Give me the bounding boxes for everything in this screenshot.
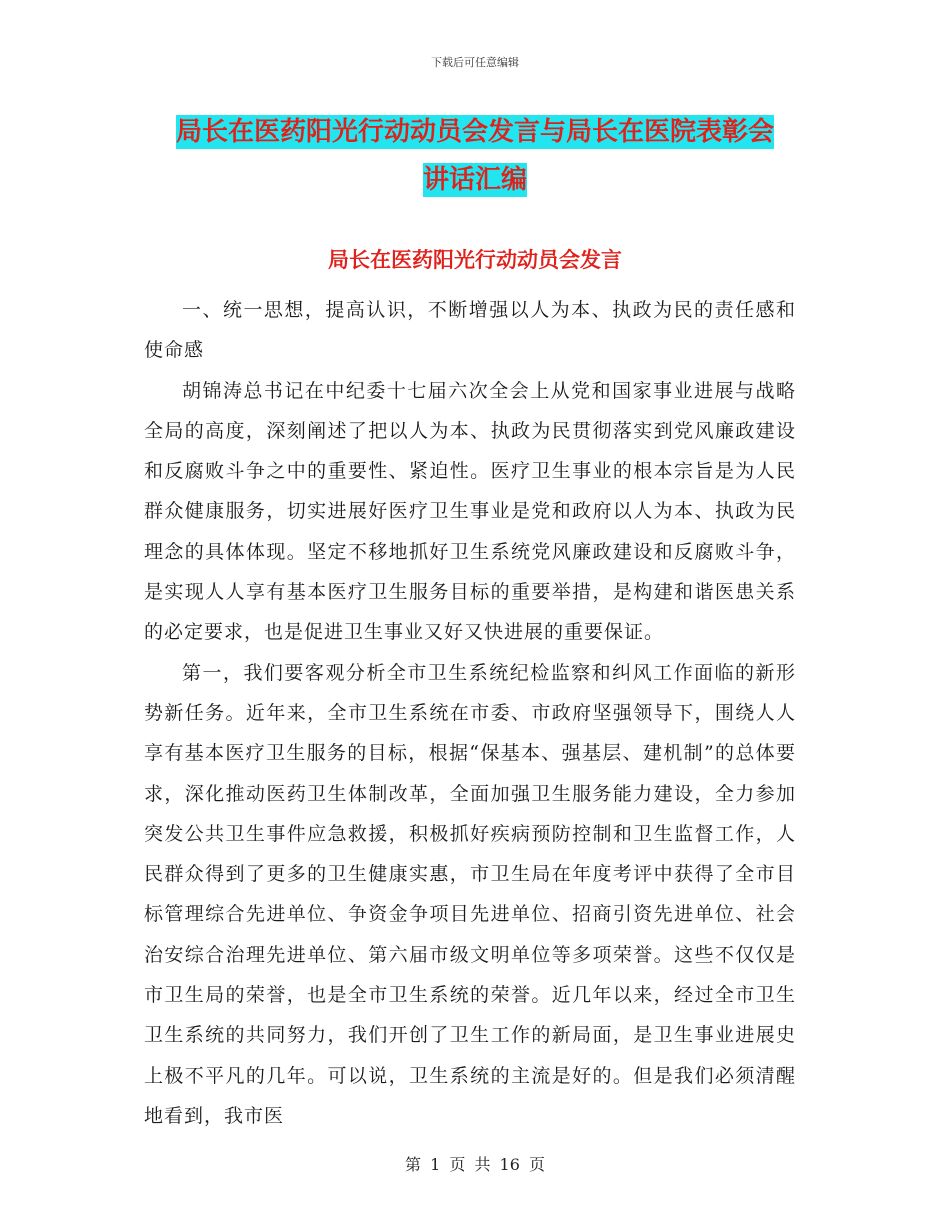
document-title xyxy=(145,108,805,204)
section-title: 局长在医药阳光行动动员会发言 xyxy=(328,247,622,272)
paragraph: 第一，我们要客观分析全市卫生系统纪检监察和纠风工作面临的新形势新任务。近年来，全市卫生系统在市委、市政府坚强领导下，围绕人人享有基本医疗卫生服务的目标，根据“保基本、强基层、建机制”的总体要求，深化推动医药卫生体制改革，全面加强卫生服务能力建设，全力参加突发公共卫生事件应急救援，积极抓好疾病预防控制和卫生监督工作，人民群众得到了更多的卫生健康实惠，市卫生局在年度考评中获得了全市目标管理综合先进单位、争资金争项目先进单位、招商引资先进单位、社会治安综合治理先进单位、第六届市级文明单位等多项荣誉。这些不仅仅是市卫生局的荣誉，也是全市卫生系统的荣誉。近几年以来，经过全市卫生卫生系统的共同努力，我们开创了卫生工作的新局面，是卫生事业进展史上极不平凡的几年。可以说，卫生系统的主流是好的。但是我们必须清醒地看到，我市医 xyxy=(144,661,796,1127)
paragraph: 胡锦涛总书记在中纪委十七届六次全会上从党和国家事业进展与战略全局的高度，深刻阐述了把以人为本、执政为民贯彻落实到党风廉政建设和反腐败斗争之中的重要性、紧迫性。医疗卫生事业的根本宗旨是为人民群众健康服务，切实进展好医疗卫生事业是党和政府以人为本、执政为民理念的具体体现。坚定不移地抓好卫生系统党风廉政建设和反腐败斗争，是实现人人享有基本医疗卫生服务目标的重要举措，是构建和谐医患关系的必定要求，也是促进卫生事业又好又快进展的重要保证。 xyxy=(144,379,796,644)
header-note: 下载后可任意编辑 xyxy=(431,56,519,69)
title-line-1: 局长在医药阳光行动动员会发言与局长在医院表彰会 xyxy=(175,117,774,147)
paragraph: 一、统一思想，提高认识，不断增强以人为本、执政为民的责任感和使命感 xyxy=(144,299,796,362)
body-text xyxy=(144,290,796,1136)
page-number: 第 1 页 共 16 页 xyxy=(405,1155,545,1174)
title-line-2: 讲话汇编 xyxy=(422,165,527,195)
